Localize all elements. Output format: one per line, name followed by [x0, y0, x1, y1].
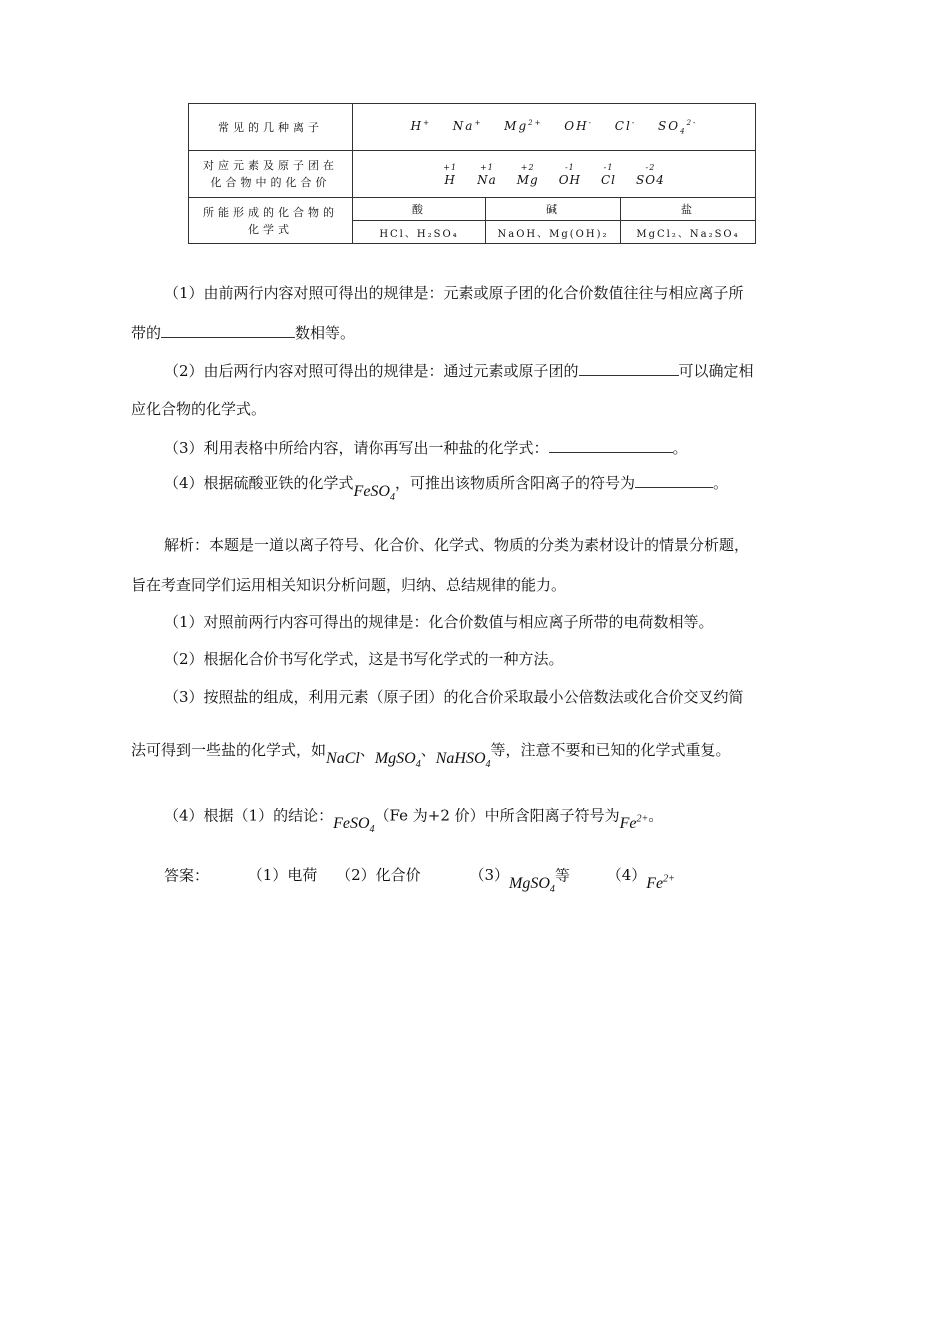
valence-item: +1 Na — [477, 163, 497, 187]
formula-nacl: NaCl — [326, 750, 360, 767]
valence-item: +2 Mg — [516, 163, 539, 187]
formula-fe-ion: $Fe^{2+}$ — [619, 814, 649, 833]
ion: OH- — [564, 118, 593, 133]
table-row — [189, 198, 756, 221]
answer-blank[interactable] — [635, 472, 713, 488]
analysis-3-line-1: （3）按照盐的组成，利用元素（原子团）的化合价采取最小公倍数法或化合价交叉约简 — [164, 688, 744, 706]
ion: H+ — [410, 118, 431, 133]
question-2-line-1: （2）由后两行内容对照可得出的规律是：通过元素或原子团的 可以确定相 — [164, 362, 754, 380]
salt-formulas: MgCl₂、Na₂SO₄ — [621, 221, 756, 244]
analysis-3-line-2: 法可得到一些盐的化学式，如NaCl、MgSO$_4$、NaHSO$_4$等，注意不要和已知的化学式重复。 — [131, 741, 731, 771]
valence-item: -1 Cl — [601, 163, 617, 187]
table-row — [189, 104, 756, 151]
base-formulas: NaOH、Mg(OH)₂ — [486, 221, 621, 244]
formula-mgso4: MgSO$_4$ — [509, 875, 555, 896]
ion: Cl- — [614, 118, 637, 133]
analysis-4: （4）根据（1）的结论：FeSO$_4$（Fe 为+2 价）中所含阳离子符号为$Fe^{2+}$。 — [164, 806, 664, 836]
valence-item: -2 SO4 — [636, 163, 665, 187]
category-salt: 盐 — [621, 198, 756, 221]
analysis-2: （2）根据化合价书写化学式，这是书写化学式的一种方法。 — [164, 650, 564, 668]
ion: Na+ — [452, 118, 483, 133]
acid-formulas: HCl、H₂SO₄ — [353, 221, 486, 244]
ion-list — [353, 104, 756, 151]
valence-item: +1 H — [443, 163, 458, 187]
formula-mgso4: MgSO$_4$ — [374, 750, 421, 771]
question-1-line-1: （1）由前两行内容对照可得出的规律是：元素或原子团的化合价数值往往与相应离子所 — [164, 284, 744, 302]
answer-blank[interactable] — [579, 360, 679, 376]
valence-item: -1 OH — [558, 163, 581, 187]
category-base: 碱 — [486, 198, 621, 221]
row-header: 常见的几种离子 — [189, 104, 353, 151]
row-header: 所能形成的化合物的 化学式 — [189, 198, 353, 244]
question-1-line-2: 带的 数相等。 — [131, 324, 356, 342]
category-acid: 酸 — [353, 198, 486, 221]
ion: $Mg^{2+}$ — [504, 118, 543, 133]
question-4: （4）根据硫酸亚铁的化学式FeSO$_4$，可推出该物质所含阳离子的符号为 。 — [164, 474, 729, 504]
answer-line: 答案： （1）电荷 （2）化合价 （3）MgSO$_4$等 $(4)Fe^{2+}$ — [164, 866, 675, 896]
ion: $SO_4^{2-}$ — [658, 118, 698, 136]
answer-blank[interactable] — [549, 437, 673, 453]
question-2-line-2: 应化合物的化学式。 — [131, 400, 267, 418]
formula-feso4: FeSO$_4$ — [353, 483, 395, 504]
ion-table — [188, 103, 756, 244]
question-3: （3）利用表格中所给内容，请你再写出一种盐的化学式： 。 — [164, 439, 688, 457]
row-header: 对应元素及原子团在 化合物中的化合价 — [189, 151, 353, 198]
formula-feso4: FeSO$_4$ — [333, 815, 375, 836]
table-row — [189, 151, 756, 198]
analysis-intro-line-1: 解析：本题是一道以离子符号、化合价、化学式、物质的分类为素材设计的情景分析题， — [164, 536, 750, 554]
analysis-1: （1）对照前两行内容可得出的规律是：化合价数值与相应离子所带的电荷数相等。 — [164, 613, 714, 631]
formula-fe-ion: $Fe^{2+}$ — [646, 874, 675, 893]
valence-list — [353, 151, 756, 198]
analysis-intro-line-2: 旨在考查同学们运用相关知识分析问题，归纳、总结规律的能力。 — [131, 576, 567, 594]
formula-nahso4: NaHSO$_4$ — [435, 750, 491, 771]
answer-blank[interactable] — [161, 322, 295, 338]
